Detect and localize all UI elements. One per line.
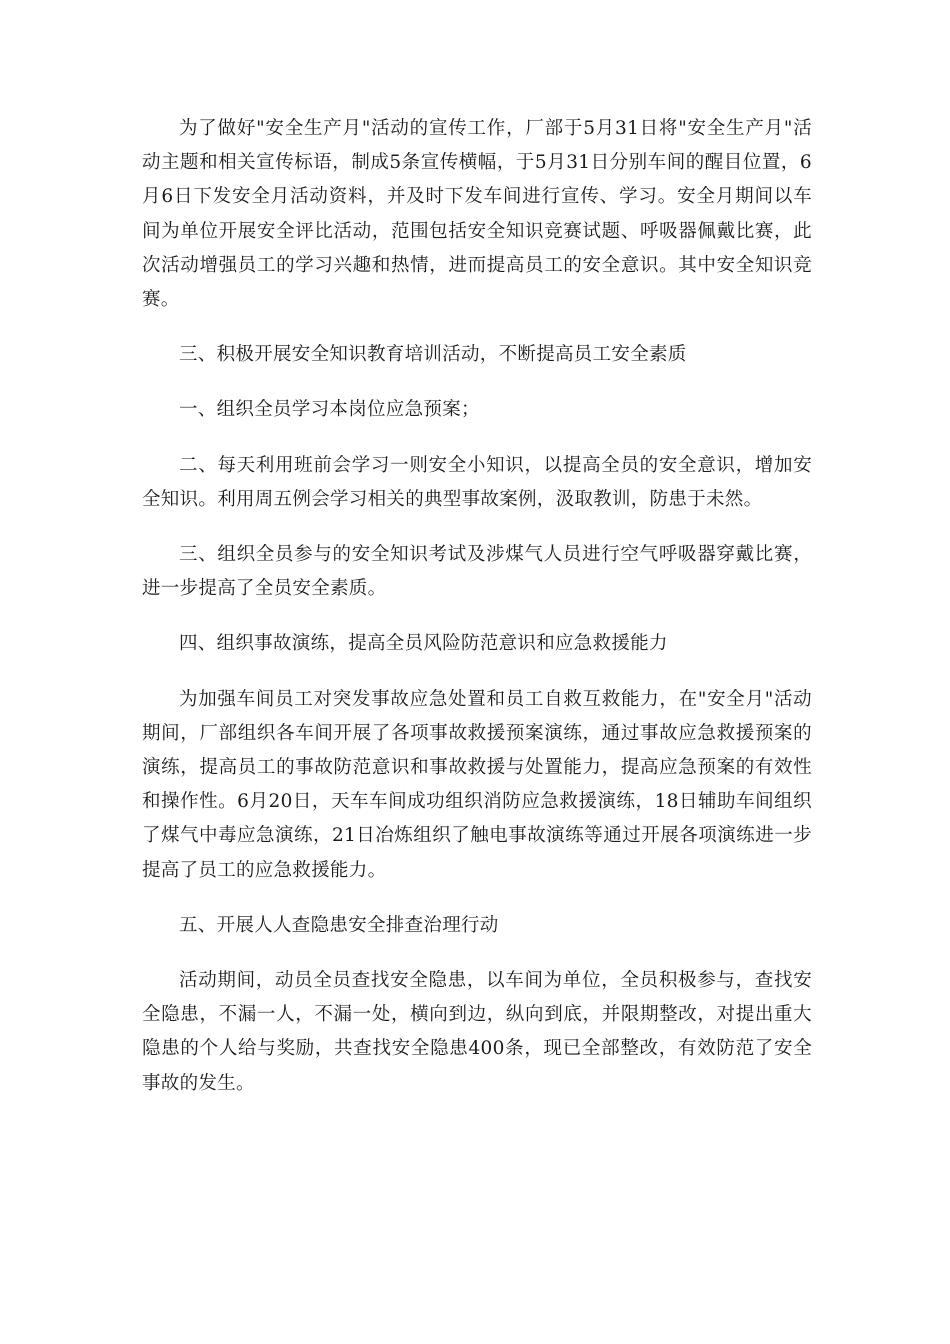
- section-heading-training: 三、积极开展安全知识教育培训活动，不断提高员工安全素质: [179, 344, 687, 366]
- paragraph-drills: 为加强车间员工对突发事故应急处置和员工自救互救能力，在"安全月"活动期间，厂部组织各车间开展了各项事故救援预案演练，通过事故应急救援预案的演练，提高员工的事故防范意识和事故救援与处置能力，提高应急预案的有效性和操作性。6月20日，天车车间成功组织消防应急救援演练，18日辅助车间组织了煤气中毒应急演练，21日冶炼组织了触电事故演练等通过开展各项演练进一步提高了员工的应急救援能力。: [142, 688, 812, 881]
- paragraph-item-three: 三、组织全员参与的安全知识考试及涉煤气人员进行空气呼吸器穿戴比赛，进一步提高了全员安全素质。: [142, 544, 812, 600]
- section-heading-drills: 四、组织事故演练，提高全员风险防范意识和应急救援能力: [179, 633, 668, 655]
- paragraph-item-one: 一、组织全员学习本岗位应急预案；: [179, 399, 480, 421]
- paragraph-item-two: 二、每天利用班前会学习一则安全小知识，以提高全员的安全意识，增加安全知识。利用周五例会学习相关的典型事故案例，汲取教训，防患于未然。: [142, 454, 812, 510]
- document-body: [142, 112, 812, 1122]
- section-heading-hazards: 五、开展人人查隐患安全排查治理行动: [179, 914, 499, 936]
- paragraph-hazards: 活动期间，动员全员查找安全隐患，以车间为单位，全员积极参与，查找安全隐患，不漏一人，不漏一处，横向到边，纵向到底，并限期整改，对提出重大隐患的个人给与奖励，共查找安全隐患400条，现已全部整改，有效防范了安全事故的发生。: [142, 970, 812, 1094]
- paragraph-publicity: 为了做好"安全生产月"活动的宣传工作，厂部于5月31日将"安全生产月"活动主题和相关宣传标语，制成5条宣传横幅，于5月31日分别车间的醒目位置，6月6日下发安全月活动资料，并及时下发车间进行宣传、学习。安全月期间以车间为单位开展安全评比活动，范围包括安全知识竞赛试题、呼吸器佩戴比赛，此次活动增强员工的学习兴趣和热情，进而提高员工的安全意识。其中安全知识竞赛。: [142, 118, 812, 311]
